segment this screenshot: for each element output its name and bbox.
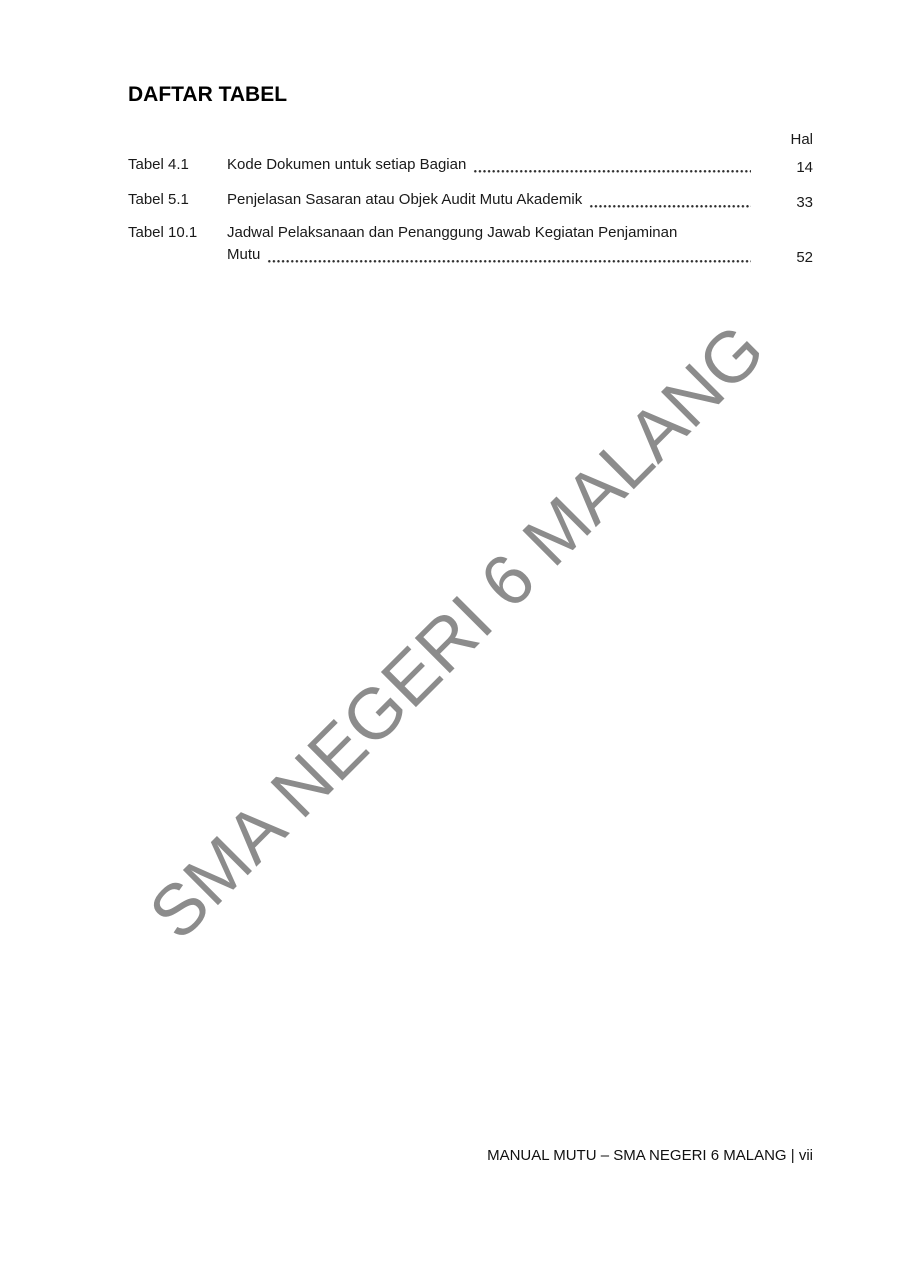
toc-entry-label: Tabel 5.1: [128, 191, 189, 208]
toc-row: [128, 222, 813, 266]
toc-entry-description: Penjelasan Sasaran atau Objek Audit Mutu Akademik: [227, 191, 583, 208]
page-title: DAFTAR TABEL: [128, 83, 288, 106]
toc-entry-page-number: 14: [796, 159, 813, 176]
page-column-header: Hal: [790, 131, 813, 148]
toc-entry-label: Tabel 10.1: [128, 224, 198, 241]
toc-row: [128, 154, 813, 176]
toc-entry-page-number: 33: [796, 194, 813, 211]
watermark: SMA NEGERI 6 MALANG: [134, 309, 780, 955]
page-footer: MANUAL MUTU – SMA NEGERI 6 MALANG | vii: [487, 1147, 813, 1164]
toc-entry-description-block: [227, 222, 753, 266]
dot-leader: [267, 244, 751, 266]
toc-entry-description: Jadwal Pelaksanaan dan Penanggung Jawab Kegiatan Penjaminan: [227, 224, 678, 241]
table-of-tables: [128, 154, 813, 266]
toc-entry-description-block: [227, 189, 753, 211]
toc-entry-label: Tabel 4.1: [128, 156, 189, 173]
toc-entry-page-number: 52: [796, 249, 813, 266]
toc-row: [128, 189, 813, 211]
dot-leader: [473, 154, 751, 176]
toc-entry-description-line2: Mutu: [227, 246, 261, 263]
toc-entry-description-block: [227, 154, 753, 176]
toc-entry-description: Kode Dokumen untuk setiap Bagian: [227, 156, 467, 173]
dot-leader: [589, 189, 751, 211]
